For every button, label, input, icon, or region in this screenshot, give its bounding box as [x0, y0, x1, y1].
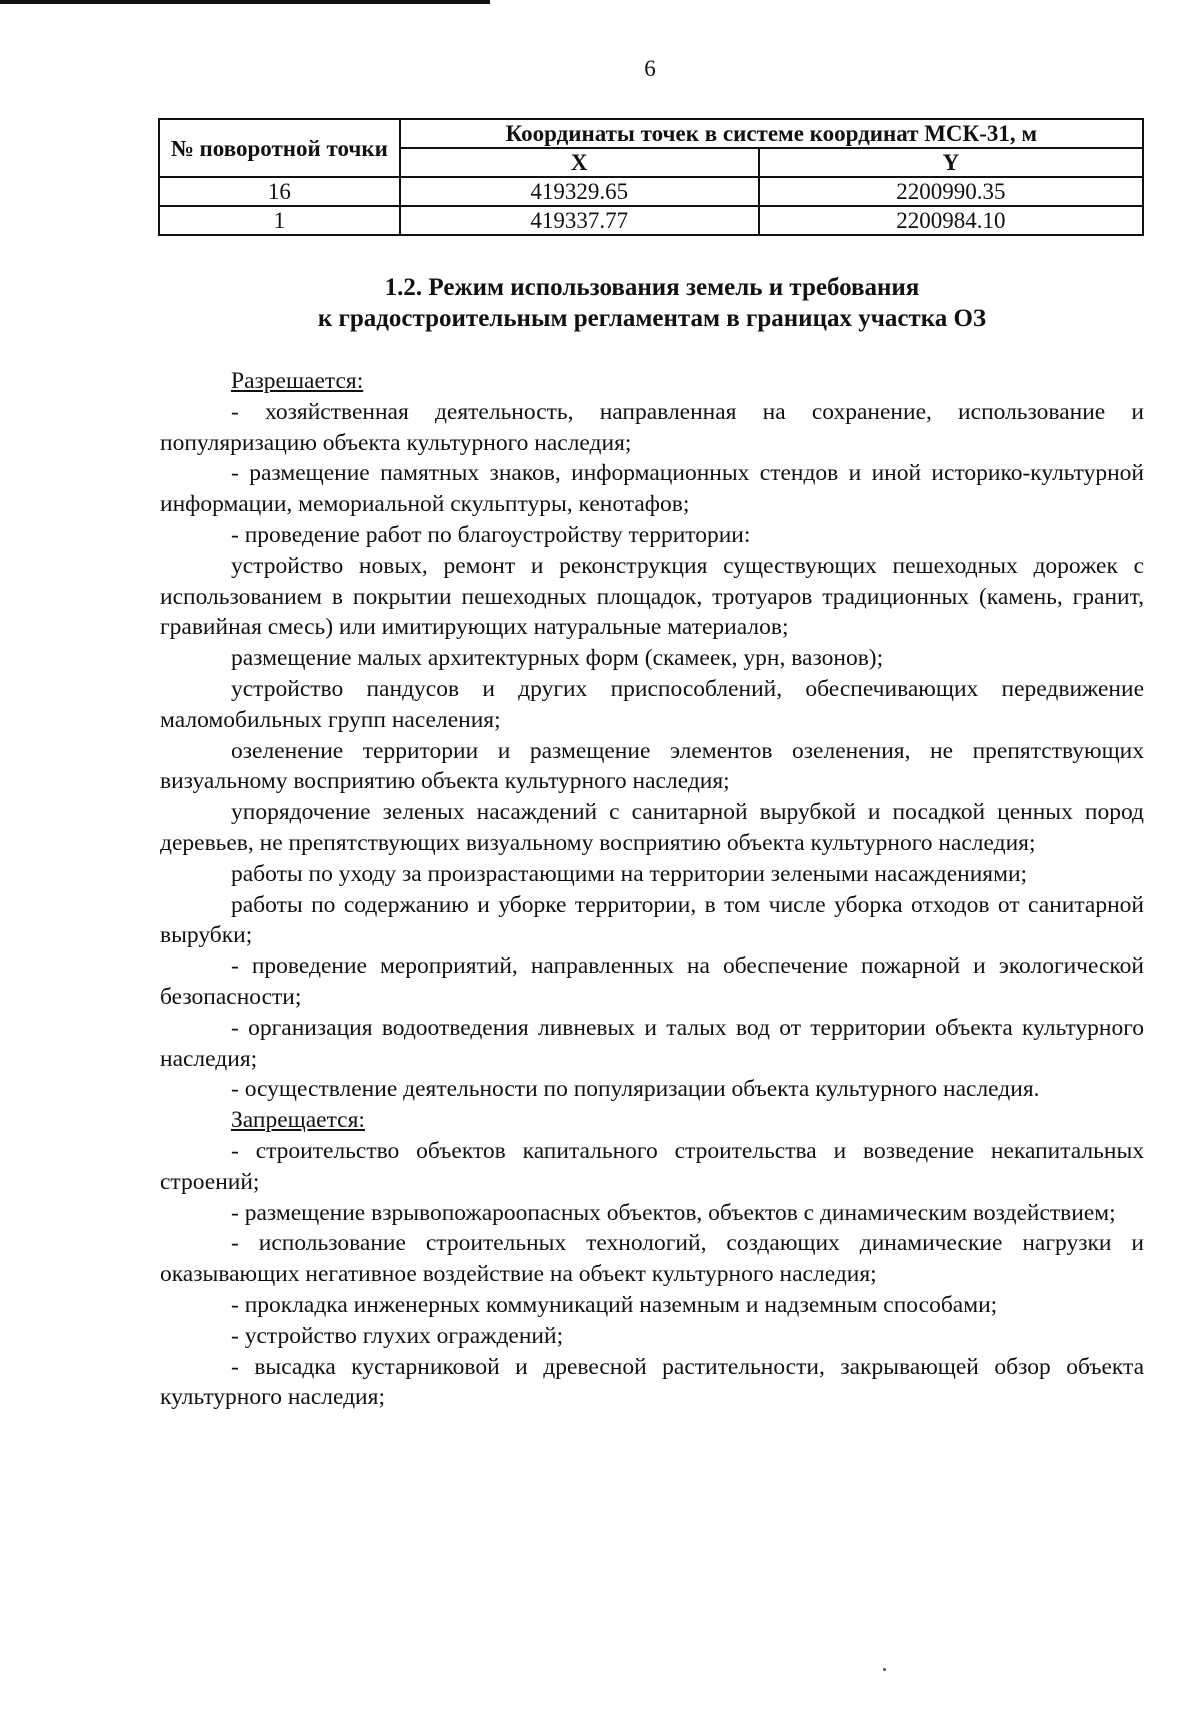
- top-scan-rule: [0, 0, 490, 4]
- table-row: [159, 206, 1143, 235]
- header-coordinates: Координаты точек в системе координат МСК-31, м: [400, 119, 1143, 148]
- table-row: [159, 177, 1143, 206]
- heading-line-1: 1.2. Режим использования земель и требования: [384, 274, 920, 301]
- forbidden-item: - размещение взрывопожароопасных объектов, объектов с динамическим воздействием;: [231, 1199, 1116, 1226]
- regulations-body: [160, 366, 1144, 1413]
- allowed-item: - проведение работ по благоустройству территории:: [231, 521, 751, 548]
- forbidden-item: - использование строительных технологий, создающих динамические нагрузки и оказывающих негативное воздействие на объект культурного наследия;: [160, 1230, 1144, 1288]
- header-point: № поворотной точки: [159, 119, 400, 177]
- allowed-item: - размещение памятных знаков, информационных стендов и иной историко-культурной информации, мемориальной скульптуры, кенотафов;: [160, 460, 1144, 518]
- header-y: Y: [759, 148, 1143, 177]
- allowed-item: упорядочение зеленых насаждений с санитарной вырубкой и посадкой ценных пород деревьев, не препятствующих визуальному восприятию объекта культурного наследия;: [160, 799, 1144, 856]
- allowed-item: - хозяйственная деятельность, направленная на сохранение, использование и популяризацию объекта культурного наследия;: [160, 398, 1144, 456]
- cell-x: 419337.77: [400, 206, 759, 235]
- heading-line-2: к градостроительным регламентам в границах участка ОЗ: [317, 305, 987, 332]
- forbidden-item: - прокладка инженерных коммуникаций наземным и надземным способами;: [231, 1291, 998, 1318]
- scan-speck: [883, 1668, 886, 1671]
- page-number: 6: [644, 56, 656, 81]
- allowed-item: - проведение мероприятий, направленных на обеспечение пожарной и экологической безопасности;: [160, 953, 1144, 1010]
- cell-y: 2200984.10: [759, 206, 1143, 235]
- allowed-item: работы по уходу за произрастающими на территории зелеными насаждениями;: [231, 860, 1028, 887]
- allowed-item: озеленение территории и размещение элементов озеленения, не препятствующих визуальному восприятию объекта культурного наследия;: [160, 737, 1144, 795]
- forbidden-label: Запрещается:: [231, 1107, 365, 1134]
- forbidden-item: - строительство объектов капитального строительства и возведение некапитальных строений;: [160, 1137, 1144, 1195]
- section-heading: [160, 272, 1144, 334]
- allowed-item: - организация водоотведения ливневых и талых вод от территории объекта культурного наследия;: [160, 1014, 1144, 1072]
- allowed-label: Разрешается:: [231, 368, 364, 394]
- cell-x: 419329.65: [400, 177, 759, 206]
- coordinates-table: [158, 118, 1144, 236]
- allowed-item: работы по содержанию и уборке территории, в том числе уборка отходов от санитарной вырубки;: [160, 891, 1144, 949]
- cell-point: 1: [159, 206, 400, 235]
- cell-y: 2200990.35: [759, 177, 1143, 206]
- forbidden-item: - высадка кустарниковой и древесной растительности, закрывающей обзор объекта культурного наследия;: [160, 1353, 1144, 1411]
- allowed-item: устройство новых, ремонт и реконструкция существующих пешеходных дорожек с использованием в покрытии пешеходных площадок, тротуаров традиционных (камень, гранит, гравийная смесь) или имитирующих натуральные материалов;: [160, 552, 1144, 641]
- table-header-row: [159, 119, 1143, 148]
- header-x: X: [400, 148, 759, 177]
- allowed-item: устройство пандусов и других приспособлений, обеспечивающих передвижение маломобильных групп населения;: [160, 675, 1144, 733]
- forbidden-item: - устройство глухих ограждений;: [231, 1322, 564, 1349]
- allowed-item: - осуществление деятельности по популяризации объекта культурного наследия.: [231, 1076, 1040, 1103]
- allowed-item: размещение малых архитектурных форм (скамеек, урн, вазонов);: [231, 645, 884, 672]
- cell-point: 16: [159, 177, 400, 206]
